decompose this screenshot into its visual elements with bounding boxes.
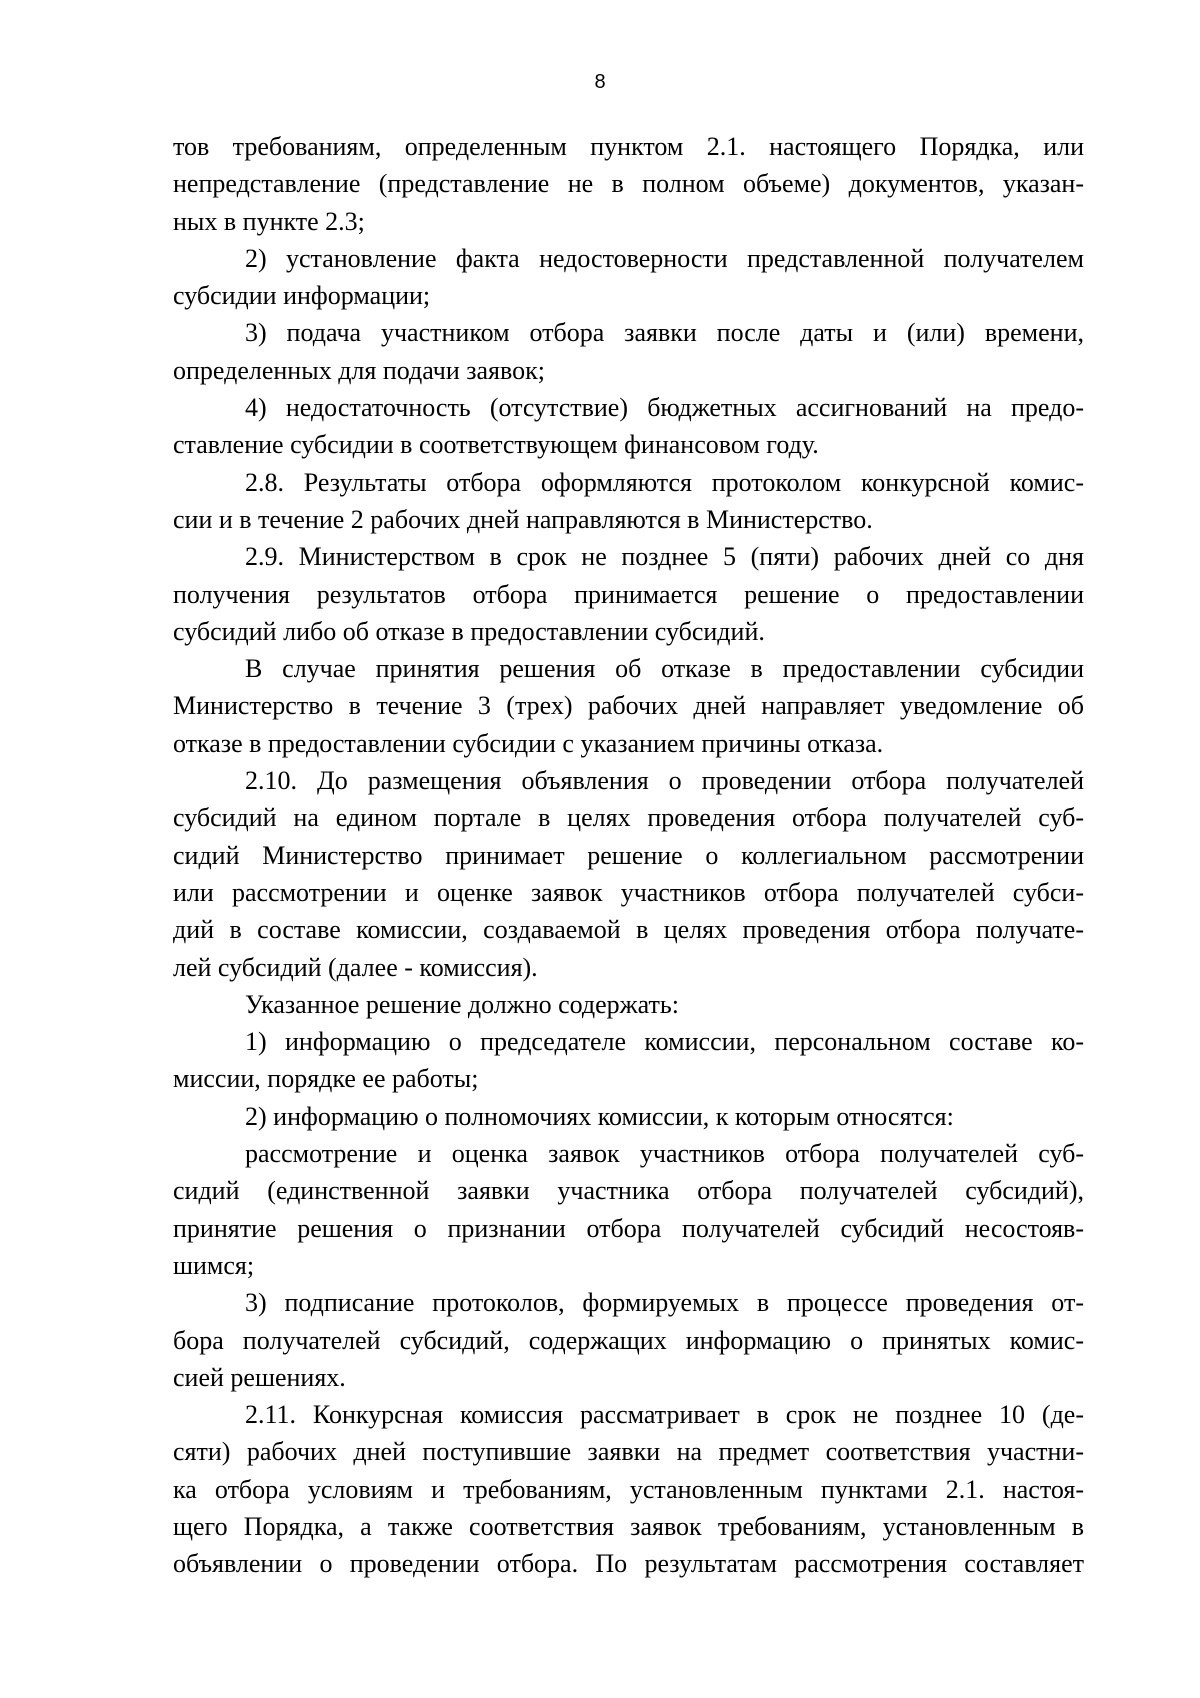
text-line: ка отбора условиям и требованиям, установленным пунктами 2.1. настоя- <box>173 1474 1084 1504</box>
text-line: 3) подача участником отбора заявки после даты и (или) времени, <box>245 318 1084 348</box>
text-line: отказе в предоставлении субсидии с указанием причины отказа. <box>173 728 884 758</box>
text-line: Указанное решение должно содержать: <box>245 989 679 1019</box>
text-line: сидий (единственной заявки участника отбора получателей субсидий), <box>173 1176 1084 1206</box>
text-line: 2.8. Результаты отбора оформляются протоколом конкурсной комис- <box>245 467 1084 497</box>
text-line: сии и в течение 2 рабочих дней направляются в Министерство. <box>173 504 873 534</box>
text-line: тов требованиям, определенным пунктом 2.1. настоящего Порядка, или <box>173 132 1084 161</box>
text-line: 2) установление факта недостоверности представленной получателем <box>245 243 1084 273</box>
text-line: 3) подписание протоколов, формируемых в процессе проведения от- <box>245 1288 1084 1318</box>
page-number: 8 <box>594 71 606 93</box>
text-line: ных в пункте 2.3; <box>173 206 365 236</box>
text-line: шимся; <box>173 1250 255 1280</box>
text-line: сяти) рабочих дней поступившие заявки на предмет соответствия участни- <box>173 1437 1084 1467</box>
text-line: принятие решения о признании отбора получателей субсидий несостояв- <box>173 1213 1084 1243</box>
text-line: Министерство в течение 3 (трех) рабочих дней направляет уведомление об <box>173 691 1084 721</box>
text-line: ставление субсидии в соответствующем финансовом году. <box>173 430 819 460</box>
text-line: 2.11. Конкурсная комиссия рассматривает в срок не позднее 10 (де- <box>245 1400 1084 1430</box>
text-line: объявлении о проведении отбора. По результатам рассмотрения составляет <box>173 1549 1084 1579</box>
text-line: субсидий на едином портале в целях проведения отбора получателей суб- <box>173 803 1084 833</box>
text-line: субсидии информации; <box>173 281 431 311</box>
text-line: 2) информацию о полномочиях комиссии, к которым относятся: <box>245 1101 954 1131</box>
text-line: или рассмотрении и оценке заявок участников отбора получателей субси- <box>173 877 1084 907</box>
text-line: 2.9. Министерством в срок не позднее 5 (пяти) рабочих дней со дня <box>245 542 1084 572</box>
text-line: лей субсидий (далее - комиссия). <box>173 952 538 982</box>
text-line: щего Порядка, а также соответствия заявок требованиям, установленным в <box>173 1511 1084 1541</box>
text-line: бора получателей субсидий, содержащих информацию о принятых комис- <box>173 1325 1084 1355</box>
text-line: сией решениях. <box>173 1362 346 1392</box>
text-line: дий в составе комиссии, создаваемой в целях проведения отбора получате- <box>173 915 1084 945</box>
text-line: сидий Министерство принимает решение о коллегиальном рассмотрении <box>173 840 1084 870</box>
text-line: В случае принятия решения об отказе в предоставлении субсидии <box>245 654 1084 684</box>
text-line: миссии, порядке ее работы; <box>173 1064 479 1094</box>
text-line: 2.10. До размещения объявления о проведении отбора получателей <box>245 766 1084 796</box>
text-line: субсидий либо об отказе в предоставлении субсидий. <box>173 616 765 646</box>
text-line: получения результатов отбора принимается решение о предоставлении <box>173 579 1084 609</box>
text-line: непредставление (представление не в полном объеме) документов, указан- <box>173 169 1084 199</box>
document-body <box>173 128 1084 1583</box>
text-line: 4) недостаточность (отсутствие) бюджетных ассигнований на предо- <box>245 393 1084 423</box>
text-line: определенных для подачи заявок; <box>173 355 545 385</box>
text-line: рассмотрение и оценка заявок участников отбора получателей суб- <box>245 1139 1084 1169</box>
text-line: 1) информацию о председателе комиссии, персональном составе ко- <box>245 1027 1084 1057</box>
